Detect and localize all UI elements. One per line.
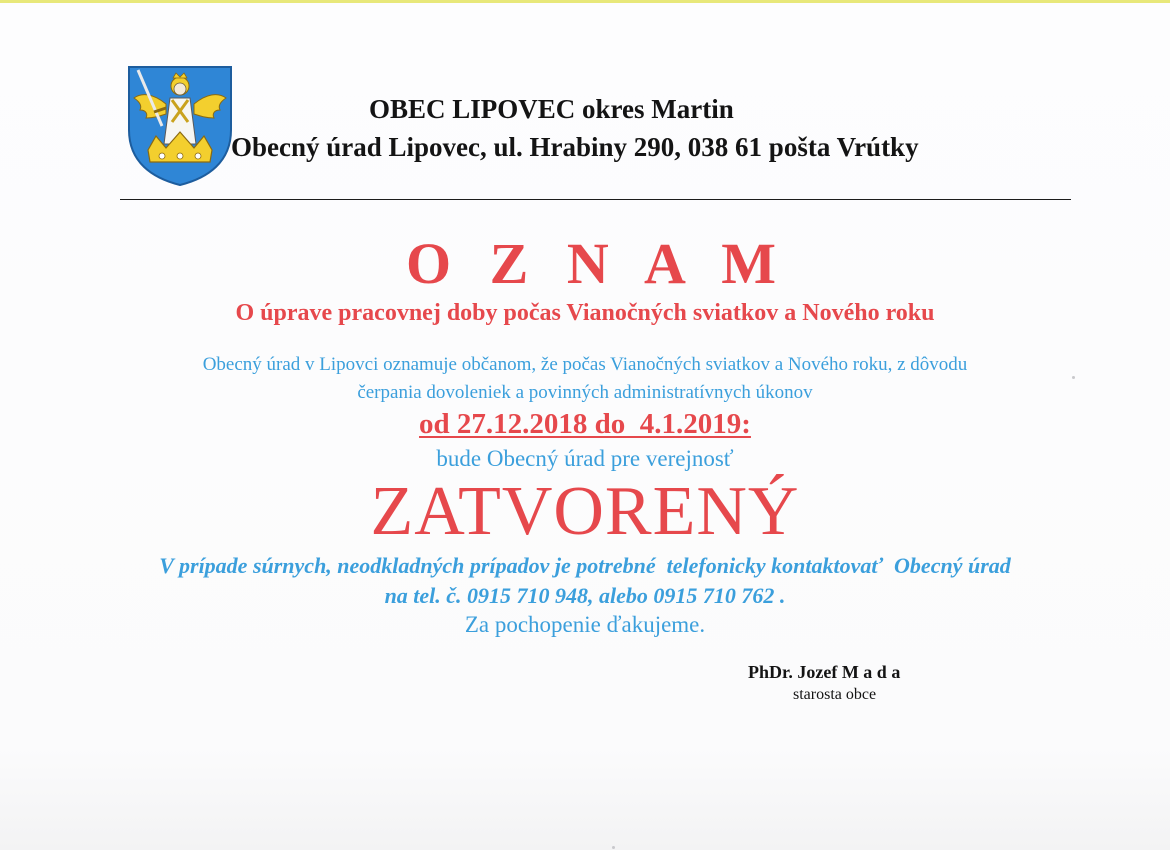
notice-body-line-2: čerpania dovoleniek a povinných administratívnych úkonov — [357, 382, 813, 403]
scan-edge — [0, 0, 1170, 3]
signature-role: starosta obce — [793, 686, 877, 703]
urgent-contact-line-2: na tel. č. 0915 710 948, alebo 0915 710 762 . — [384, 583, 786, 608]
coat-of-arms-icon — [126, 64, 234, 188]
thanks-line: Za pochopenie ďakujeme. — [464, 612, 706, 637]
notice-subtitle: O úprave pracovnej doby počas Vianočných sviatkov a Nového roku — [235, 300, 935, 326]
header-divider — [120, 199, 1071, 200]
urgent-contact-line-1: V prípade súrnych, neodkladných prípadov je potrebné telefonicky kontaktovať Obecný úrad — [159, 553, 1011, 578]
public-line: bude Obecný úrad pre verejnosť — [436, 446, 734, 471]
signature-name: PhDr. Jozef M a d a — [748, 662, 901, 682]
closure-dates-text: od 27.12.2018 do 4.1.2019: — [419, 408, 751, 440]
notice-body-line-1: Obecný úrad v Lipovci oznamuje občanom, že počas Vianočných sviatkov a Nového roku, z dôvodu — [202, 354, 968, 375]
closed-label: ZATVORENÝ — [370, 473, 800, 550]
scan-speck — [1072, 376, 1075, 379]
office-address: Obecný úrad Lipovec, ul. Hrabiny 290, 038 61 pošta Vrútky — [231, 132, 919, 162]
notice-title: O Z N A M — [406, 231, 788, 296]
closure-dates — [0, 408, 1170, 441]
scan-speck — [612, 846, 615, 849]
municipality-title: OBEC LIPOVEC okres Martin — [369, 94, 734, 124]
